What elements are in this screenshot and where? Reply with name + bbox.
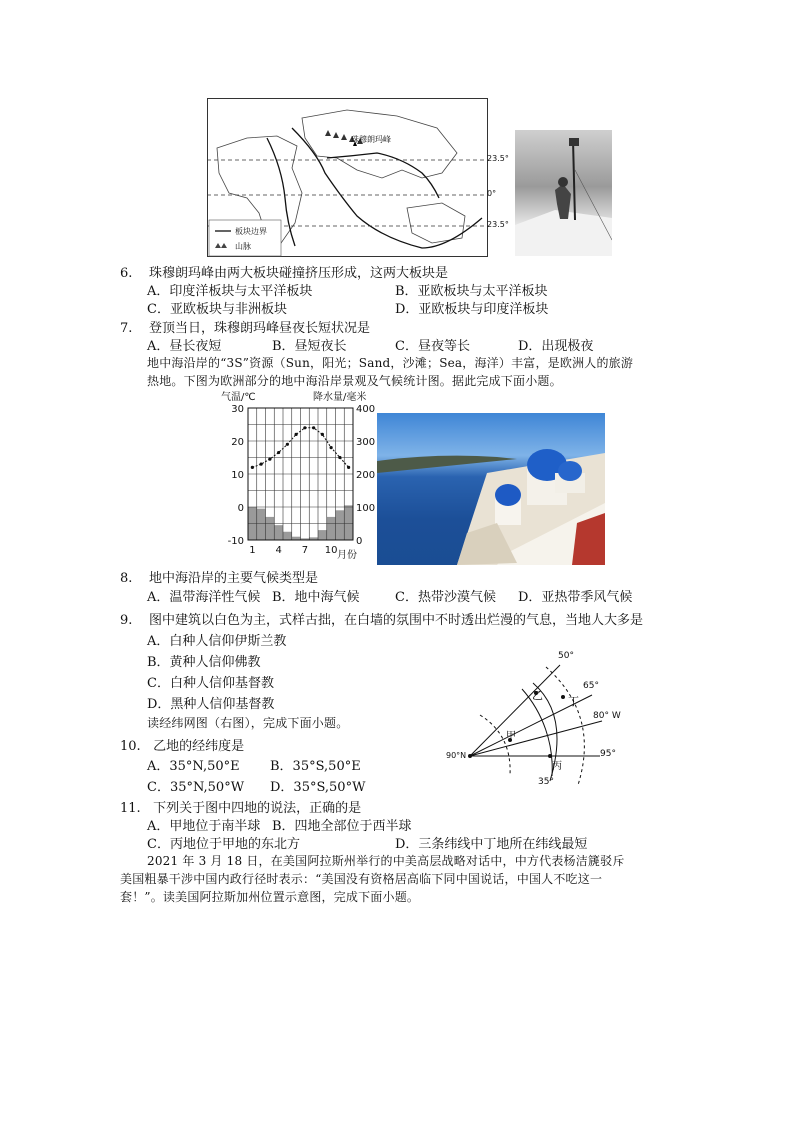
temperature-point [260, 463, 263, 466]
intro-paragraph-line: 地中海沿岸的“3S”资源（Sun，阳光；Sand，沙滩；Sea，海洋）丰富，是欧洲人的旅游 [147, 356, 634, 370]
option-a: A．印度洋板块与太平洋板块 [147, 284, 313, 299]
temperature-point [286, 443, 289, 446]
option-a: A．35°N,50°E [147, 759, 240, 774]
temp-tick-label: 30 [231, 404, 244, 415]
temperature-point [338, 456, 341, 459]
option-b: B．四地全部位于西半球 [272, 819, 412, 834]
precip-bar [336, 510, 345, 540]
everest-label: 珠穆朗玛峰 [351, 135, 391, 144]
question-number: 10. [120, 739, 141, 754]
option-a: A．温带海洋性气候 [147, 590, 261, 605]
temperature-point [303, 426, 306, 429]
question-10 [120, 735, 244, 754]
precip-bar [344, 505, 353, 540]
point-bing-label: 丙 [552, 761, 562, 772]
point-ding-label: 丁 [568, 695, 579, 708]
latlong-grid-figure [440, 645, 640, 790]
intro-paragraph-line: 2021 年 3 月 18 日，在美国阿拉斯州举行的中美高层战略对话中，中方代表杨洁篪驳斥 [147, 854, 625, 868]
option-c: C．热带沙漠气候 [395, 590, 496, 605]
option-c: C．亚欧板块与非洲板块 [147, 302, 287, 317]
option-d: D．亚热带季风气候 [518, 590, 633, 605]
question-stem: 珠穆朗玛峰由两大板块碰撞挤压形成，这两大板块是 [148, 266, 448, 281]
question-stem: 乙地的经纬度是 [153, 739, 245, 754]
option-b: B．昼短夜长 [272, 339, 347, 354]
temp-tick-label: 0 [237, 503, 244, 514]
precip-tick-label: 400 [356, 404, 376, 415]
precip-bar [266, 517, 275, 540]
temperature-point [295, 433, 298, 436]
option-d: D．出现极夜 [518, 339, 594, 354]
lat-equator-label: 0° [487, 189, 497, 198]
question-stem: 下列关于图中四地的说法，正确的是 [153, 801, 362, 816]
lat-65-label: 65° [583, 681, 599, 691]
question-9 [120, 609, 643, 628]
month-tick-label: 4 [275, 545, 282, 556]
precip-tick-label: 200 [356, 470, 376, 481]
temperature-point [330, 446, 333, 449]
option-c: C．白种人信仰基督教 [147, 676, 274, 691]
month-tick-label: 1 [249, 545, 256, 556]
precip-bar [327, 517, 336, 540]
precip-tick-label: 100 [356, 503, 376, 514]
intro-paragraph-line: 热地。下图为欧洲部分的地中海沿岸景观及气候统计图。据此完成下面小题。 [147, 374, 562, 388]
option-b: B．35°S,50°E [270, 759, 361, 774]
precip-bar [274, 525, 283, 540]
precip-bar [257, 509, 266, 540]
question-number: 11. [120, 801, 141, 816]
option-d: D．三条纬线中丁地所在纬线最短 [395, 837, 588, 852]
temperature-point [268, 458, 271, 461]
intro-paragraph-line: 美国粗暴干涉中国内政行径时表示：“美国没有资格居高临下同中国说话，中国人不吃这一 [120, 872, 603, 886]
precip-tick-label: 300 [356, 437, 376, 448]
temp-tick-label: 20 [231, 437, 244, 448]
legend-boundary-label: 板块边界 [235, 227, 267, 236]
option-d: D．亚欧板块与印度洋板块 [395, 302, 549, 317]
point-yi-label: 乙 [532, 689, 543, 702]
question-number: 9. [120, 613, 133, 628]
precip-bar [318, 530, 327, 540]
climate-chart [215, 388, 380, 563]
option-c: C．昼夜等长 [395, 339, 470, 354]
x-axis-label: 月份 [337, 550, 357, 561]
option-b: B．地中海气候 [272, 590, 360, 605]
temperature-point [277, 451, 280, 454]
option-d: D．35°S,50°W [270, 780, 366, 795]
temperature-point [251, 466, 254, 469]
option-c: C．35°N,50°W [147, 780, 245, 795]
question-stem: 登顶当日，珠穆朗玛峰昼夜长短状况是 [148, 321, 370, 336]
precip-axis-label: 降水量/毫米 [313, 392, 367, 403]
temp-axis-label: 气温/℃ [221, 392, 256, 403]
legend-mountain-label: 山脉 [235, 242, 251, 251]
question-11 [120, 797, 361, 816]
question-number: 7. [120, 321, 133, 336]
option-c: C．丙地位于甲地的东北方 [147, 837, 300, 852]
option-b: B．黄种人信仰佛教 [147, 655, 261, 670]
temp-tick-label: 10 [231, 470, 244, 481]
option-a: A．白种人信仰伊斯兰教 [147, 634, 287, 649]
question-8 [120, 567, 318, 586]
question-7 [120, 317, 370, 336]
temperature-point [347, 466, 350, 469]
precip-bar [283, 532, 292, 540]
intro-paragraph-line: 读经纬网图（右图），完成下面小题。 [147, 716, 349, 730]
question-number: 8. [120, 571, 133, 586]
question-stem: 图中建筑以白色为主，式样古拙，在白墙的氛围中不时透出烂漫的气息，当地人大多是 [148, 613, 643, 628]
option-d: D．黑种人信仰基督教 [147, 697, 275, 712]
pole-label: 90°N [446, 751, 467, 760]
point-jia-label: 甲 [506, 731, 516, 742]
month-tick-label: 7 [301, 545, 309, 556]
option-a: A．昼长夜短 [147, 339, 222, 354]
lat-50-label: 50° [558, 651, 574, 661]
option-a: A．甲地位于南半球 [147, 819, 261, 834]
plate-map [207, 98, 509, 258]
lon-95-label: 95° [600, 749, 616, 759]
question-6 [120, 262, 448, 281]
temp-tick-label: -10 [227, 536, 244, 547]
precip-tick-label: 0 [356, 536, 363, 547]
santorini-photo [377, 413, 605, 565]
question-number: 6. [120, 266, 133, 281]
lat-south-label: 23.5° [487, 220, 509, 229]
climber-photo [515, 130, 612, 256]
lat-35-label: 35° [538, 777, 554, 787]
month-tick-label: 10 [324, 545, 338, 556]
question-stem: 地中海沿岸的主要气候类型是 [148, 571, 318, 586]
temperature-point [321, 433, 324, 436]
option-b: B．亚欧板块与太平洋板块 [395, 284, 548, 299]
lat-north-label: 23.5° [487, 154, 509, 163]
intro-paragraph-line: 套！”。读美国阿拉斯加州位置示意图，完成下面小题。 [120, 890, 420, 904]
lon-80w-label: 80° W [593, 711, 621, 721]
temperature-point [312, 426, 315, 429]
